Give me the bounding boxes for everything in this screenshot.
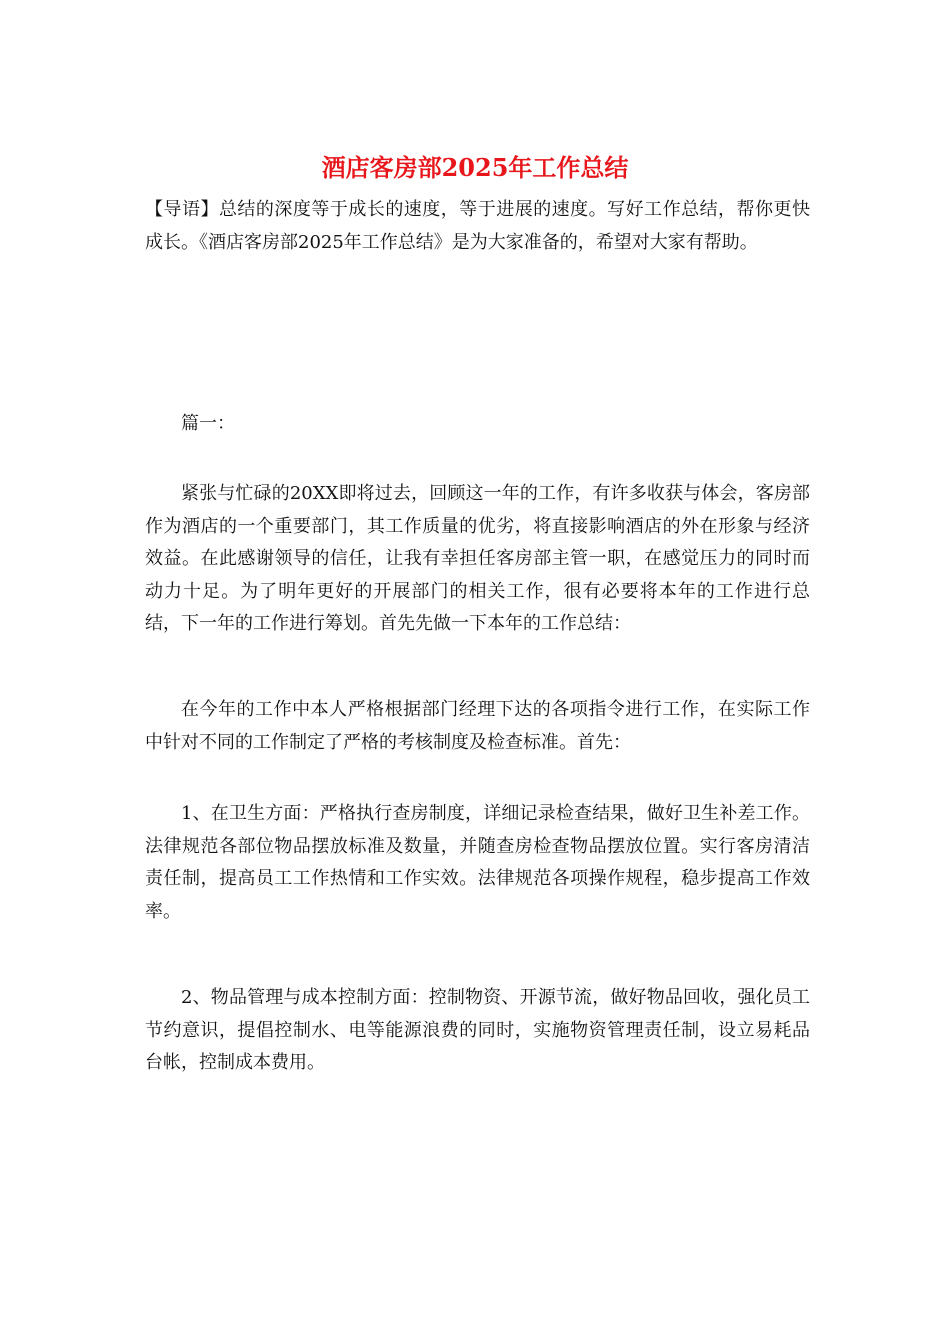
- document-title: 酒店客房部2025年工作总结: [321, 153, 629, 182]
- body-paragraph-1: 紧张与忙碌的20XX即将过去，回顾这一年的工作，有许多收获与体会，客房部作为酒店的一个重要部门，其工作质量的优劣，将直接影响酒店的外在形象与经济效益。在此感谢领导的信任，让我有幸担任客房部主管一职，在感觉压力的同时而动力十足。为了明年更好的开展部门的相关工作，很有必要将本年的工作进行总结，下一年的工作进行筹划。首先先做一下本年的工作总结：: [145, 483, 810, 634]
- body-paragraph-4: 2、物品管理与成本控制方面：控制物资、开源节流，做好物品回收，强化员工节约意识，提倡控制水、电等能源浪费的同时，实施物资管理责任制，设立易耗品台帐，控制成本费用。: [145, 987, 810, 1073]
- intro-paragraph: 【导语】总结的深度等于成长的速度，等于进展的速度。写好工作总结，帮你更快成长。《酒店客房部2025年工作总结》是为大家准备的，希望对大家有帮助。: [145, 199, 810, 253]
- section-heading: 篇一：: [181, 413, 235, 434]
- body-paragraph-2: 在今年的工作中本人严格根据部门经理下达的各项指令进行工作，在实际工作中针对不同的工作制定了严格的考核制度及检查标准。首先：: [145, 699, 810, 753]
- body-paragraph-3: 1、在卫生方面：严格执行查房制度，详细记录检查结果，做好卫生补差工作。法律规范各部位物品摆放标准及数量，并随查房检查物品摆放位置。实行客房清洁责任制，提高员工工作热情和工作实效。法律规范各项操作规程，稳步提高工作效率。: [145, 803, 810, 922]
